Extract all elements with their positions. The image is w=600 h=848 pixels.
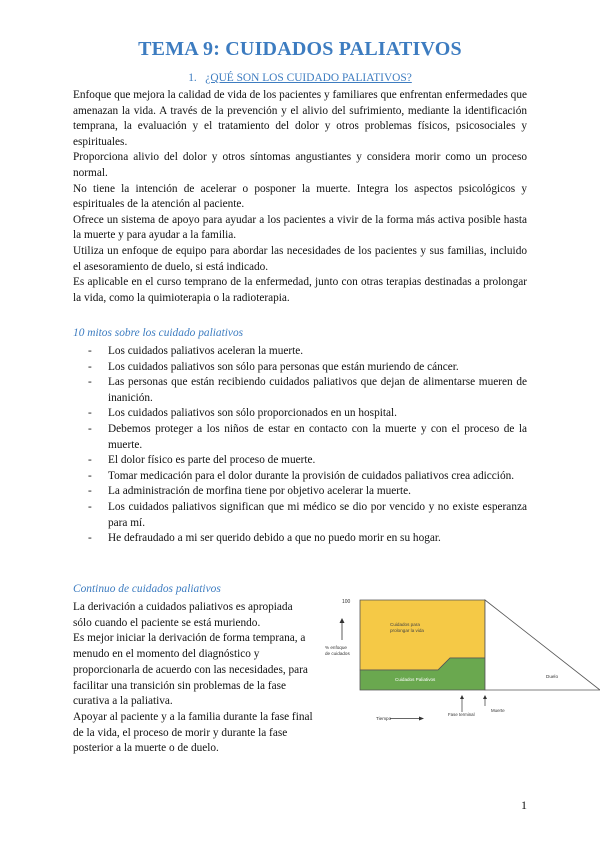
intro-paragraph: No tiene la intención de acelerar o posponer la muerte. Integra los aspectos psicológicos y espirituales de la atención al paciente. [73,182,527,211]
arrow-head-icon [483,695,487,699]
continuum-heading: Continuo de cuidados paliativos [73,583,221,595]
arrow-head-icon [340,618,345,623]
intro-paragraph: Utiliza un enfoque de equipo para abordar las necesidades de los pacientes y sus familias, incluido el asesoramiento de duelo, si está indicado. [73,244,527,273]
list-item: - La administración de morfina tiene por objetivo acelerar la muerte. [88,484,527,500]
page-title: TEMA 9: CUIDADOS PALIATIVOS [138,38,462,60]
terminal-phase-label: Fase terminal [448,712,475,717]
life-prolonging-label-line1: Cuidados para [390,622,420,627]
intro-text [73,88,527,306]
list-item: - Los cuidados paliativos son sólo proporcionados en un hospital. [88,406,527,422]
list-item: - Los cuidados paliativos significan que mi médico se dio por vencido y no existe esperanza para mí. [88,500,527,531]
arrow-head-icon [460,695,464,699]
life-prolonging-label-line2: prolongar la vida [390,628,424,633]
continuum-paragraph: Apoyar al paciente y a la familia durante la fase final de la vida, el proceso de morir y durante la fase posterior a la muerte o de duelo. [73,710,313,755]
section-heading [0,72,600,84]
death-label: Muerte [491,708,505,713]
continuum-paragraph: La derivación a cuidados paliativos es apropiada sólo cuando el paciente se está muriendo. [73,601,293,629]
list-item: - He defraudado a mi ser querido debido a que no puedo morir en su hogar. [88,531,527,547]
continuum-paragraph: Es mejor iniciar la derivación de forma temprana, a menudo en el momento del diagnóstico y proporcionarla de acuerdo con las necesidades, para facilitar una transición sin problemas de la fase curativa a la paliativa. [73,632,308,708]
palliative-care-label: Cuidados Paliativos [395,677,436,682]
intro-paragraph: Enfoque que mejora la calidad de vida de los pacientes y familiares que enfrentan enfermedades que amenazan la vida. A través de la prevención y el alivio del sufrimiento, mediante la identificación temprana, la evaluación y el tratamiento del dolor y otros problemas físicos, psicosociales y espirituales. [73,89,527,148]
continuum-text [73,600,313,757]
y-axis-label-line2: de cuidados [325,651,350,656]
x-axis-label: Tiempo [376,716,392,721]
y-axis-label-line1: % enfoque [325,645,347,650]
grief-label: Duelo [546,674,559,679]
list-item: - Debemos proteger a los niños de estar en contacto con la muerte y con el proceso de la muerte. [88,422,527,453]
section-title: ¿QUÉ SON LOS CUIDADO PALIATIVOS? [205,72,412,84]
section-number: 1. [188,72,197,84]
palliative-care-continuum-diagram [320,590,600,730]
grief-region [485,600,600,690]
page-number: 1 [521,798,527,812]
myths-heading: 10 mitos sobre los cuidado paliativos [73,327,244,339]
list-item: - Las personas que están recibiendo cuidados paliativos que dejan de alimentarse mueren de inanición. [88,375,527,406]
list-item: - El dolor físico es parte del proceso de muerte. [88,453,527,469]
myths-list [88,344,527,547]
intro-paragraph: Ofrece un sistema de apoyo para ayudar a los pacientes a vivir de la forma más activa posible hasta la muerte y para ayudar a la familia. [73,213,527,242]
list-item: - Tomar medicación para el dolor durante la provisión de cuidados paliativos crea adicción. [88,469,527,485]
list-item: - Los cuidados paliativos aceleran la muerte. [88,344,527,360]
arrow-head-icon [419,717,424,721]
y-max-label: 100 [342,599,351,605]
intro-paragraph: Es aplicable en el curso temprano de la enfermedad, junto con otras terapias destinadas a prolongar la vida, como la quimioterapia o la radioterapia. [73,276,527,304]
intro-paragraph: Proporciona alivio del dolor y otros síntomas angustiantes y considera morir como un proceso normal. [73,151,527,179]
list-item: - Los cuidados paliativos son sólo para personas que están muriendo de cáncer. [88,360,527,376]
